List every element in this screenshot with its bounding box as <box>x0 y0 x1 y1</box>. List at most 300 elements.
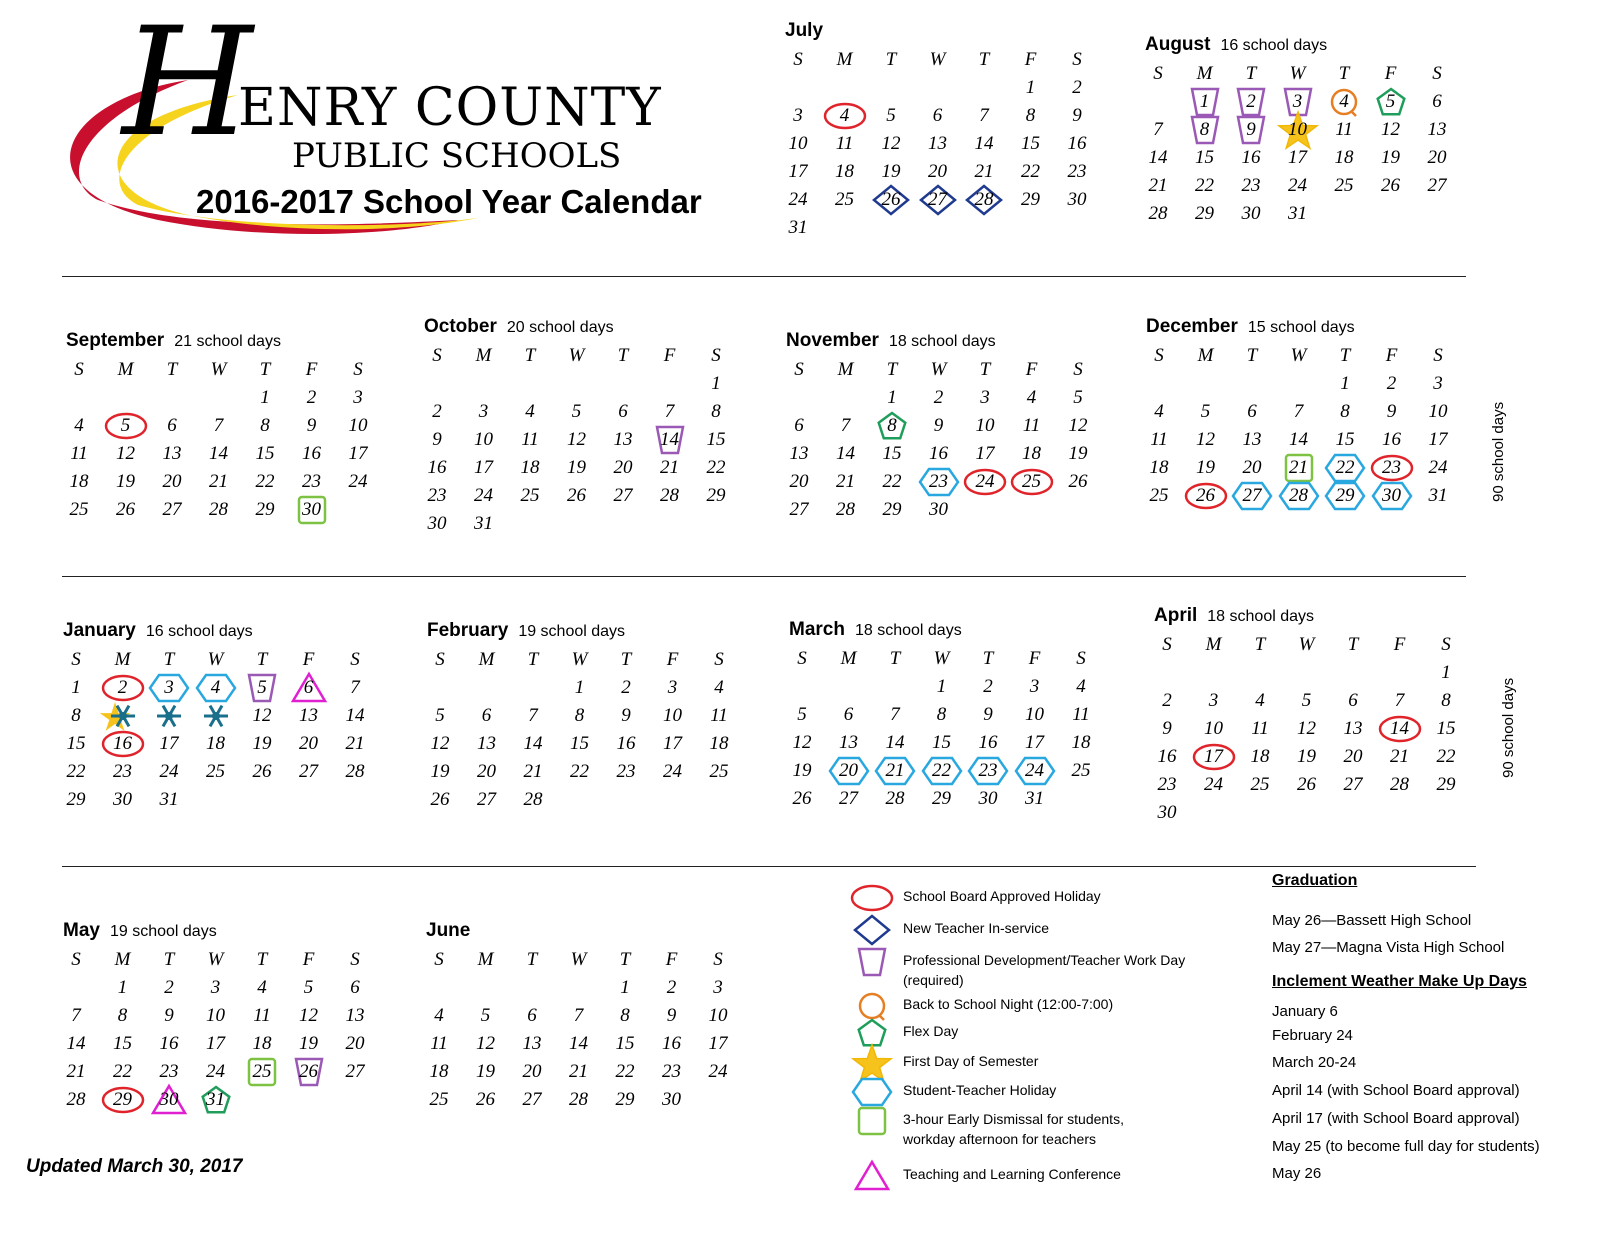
day-number: 23 <box>662 1061 681 1082</box>
weekday-header: W <box>930 359 947 380</box>
school-days-count: 16 school days <box>145 623 253 640</box>
day-cell <box>196 468 242 496</box>
day-cell-holiday <box>822 102 868 130</box>
day-cell <box>1368 116 1414 144</box>
day-cell <box>826 701 872 729</box>
day-number: 20 <box>1427 147 1447 168</box>
day-number: 9 <box>306 415 317 436</box>
day-cell <box>417 786 463 814</box>
day-number: 13 <box>839 732 858 753</box>
day-number: 4 <box>839 105 850 126</box>
weekday-header: T <box>166 359 178 380</box>
month-header <box>1146 316 1355 338</box>
day-number: 11 <box>430 1033 448 1054</box>
day-cell <box>603 758 649 786</box>
day-cell-first-day <box>1275 116 1321 144</box>
day-cell <box>196 440 242 468</box>
day-number: 17 <box>1288 147 1307 168</box>
day-cell <box>1055 468 1101 496</box>
day-number: 23 <box>159 1061 179 1082</box>
day-cell <box>242 412 288 440</box>
day-number: 5 <box>571 401 582 422</box>
day-cell <box>647 482 693 510</box>
day-number: 23 <box>302 471 321 492</box>
weekday-header: F <box>1025 359 1038 380</box>
weekday-header: F <box>1028 648 1041 669</box>
day-cell <box>507 482 553 510</box>
day-cell <box>1009 440 1055 468</box>
day-number: 1 <box>1340 373 1350 394</box>
day-cell <box>1237 771 1283 799</box>
day-number: 10 <box>1428 401 1448 422</box>
day-cell <box>600 426 646 454</box>
day-cell <box>1330 715 1376 743</box>
day-number: 5 <box>1200 401 1211 422</box>
day-cell <box>602 1086 648 1114</box>
day-cell <box>414 398 460 426</box>
day-number: 22 <box>882 471 902 492</box>
day-number: 18 <box>206 733 225 754</box>
day-number: 29 <box>1195 203 1214 224</box>
semester-days-label: 90 school days <box>1500 677 1517 778</box>
day-number: 9 <box>164 1005 174 1026</box>
month-header <box>786 330 996 352</box>
day-cell <box>1229 426 1275 454</box>
day-cell <box>1144 771 1190 799</box>
day-cell-holiday <box>1191 743 1237 771</box>
day-cell <box>650 702 696 730</box>
day-number: 7 <box>573 1005 584 1026</box>
day-number: 1 <box>887 387 897 408</box>
day-number: 23 <box>929 471 948 492</box>
day-number: 19 <box>430 761 450 782</box>
weekday-header: T <box>1338 63 1350 84</box>
day-number: 19 <box>476 1061 495 1082</box>
day-number: 16 <box>427 457 447 478</box>
day-cell <box>1012 729 1058 757</box>
weekday-header: S <box>794 359 804 380</box>
day-cell <box>149 412 195 440</box>
day-number: 1 <box>117 977 128 998</box>
holiday-icon <box>857 886 887 910</box>
day-number: 20 <box>345 1033 365 1054</box>
day-number: 18 <box>1071 732 1091 753</box>
day-cell <box>1008 130 1054 158</box>
weekday-header: S <box>1433 345 1443 366</box>
day-cell <box>1058 757 1104 785</box>
day-number: 2 <box>1162 690 1172 711</box>
day-cell <box>1330 687 1376 715</box>
day-number: 10 <box>474 429 493 450</box>
day-number: 16 <box>978 732 998 753</box>
day-cell-prof-dev <box>1275 88 1321 116</box>
month-name: June <box>426 920 471 941</box>
day-cell <box>146 758 192 786</box>
day-cell <box>1330 771 1376 799</box>
weekday-header: T <box>620 649 632 670</box>
day-number: 23 <box>616 761 636 782</box>
day-cell <box>507 398 553 426</box>
month-name: March <box>789 619 845 640</box>
day-number: 23 <box>1382 457 1401 478</box>
day-number: 22 <box>932 760 951 781</box>
day-cell <box>53 1002 99 1030</box>
makeup-item: May 25 (to become full day for students) <box>1272 1138 1540 1155</box>
day-number: 22 <box>570 761 589 782</box>
day-cell <box>149 468 195 496</box>
day-cell <box>510 758 556 786</box>
day-number: 9 <box>666 1005 677 1026</box>
day-cell <box>100 1058 146 1086</box>
day-cell <box>554 398 600 426</box>
day-number: 2 <box>117 677 128 698</box>
weekday-header: S <box>353 359 363 380</box>
day-cell-snow <box>193 702 239 730</box>
day-number: 27 <box>162 499 182 520</box>
weekday-header: T <box>527 649 539 670</box>
day-number: 26 <box>792 788 812 809</box>
day-number: 25 <box>206 761 225 782</box>
day-cell <box>193 730 239 758</box>
day-number: 13 <box>477 733 496 754</box>
day-number: 17 <box>474 457 493 478</box>
day-cell-early-dismissal <box>289 496 335 524</box>
day-number: 12 <box>881 133 901 154</box>
day-cell <box>242 384 288 412</box>
day-number: 4 <box>1339 91 1349 112</box>
day-cell <box>332 674 378 702</box>
day-cell-holiday <box>962 468 1008 496</box>
day-cell <box>602 1002 648 1030</box>
day-cell-student-teacher-holiday <box>1322 482 1368 510</box>
day-number: 17 <box>663 733 682 754</box>
day-cell <box>1055 412 1101 440</box>
day-cell <box>335 468 381 496</box>
day-cell <box>1423 771 1469 799</box>
day-cell <box>649 974 695 1002</box>
makeup-item: January 6 <box>1272 1003 1338 1020</box>
day-number: 10 <box>708 1005 728 1026</box>
day-number: 21 <box>1148 175 1168 196</box>
day-number: 2 <box>1246 91 1256 112</box>
day-cell <box>1058 673 1104 701</box>
day-number: 21 <box>974 161 994 182</box>
day-number: 22 <box>1195 175 1214 196</box>
day-cell <box>1228 172 1274 200</box>
day-cell <box>146 1030 192 1058</box>
day-number: 15 <box>706 429 726 450</box>
day-cell <box>915 102 961 130</box>
day-number: 13 <box>789 443 809 464</box>
day-number: 27 <box>839 788 858 809</box>
day-cell <box>1284 743 1330 771</box>
day-cell <box>695 974 741 1002</box>
day-number: 10 <box>788 133 808 154</box>
day-number: 15 <box>1195 147 1214 168</box>
day-number: 1 <box>574 677 585 698</box>
day-cell-early-dismissal <box>239 1058 285 1086</box>
day-number: 1 <box>620 977 630 998</box>
weekday-header: M <box>1197 345 1214 366</box>
day-number: 9 <box>1162 718 1172 739</box>
day-cell-student-teacher-holiday <box>1369 482 1415 510</box>
day-cell <box>1191 687 1237 715</box>
day-cell <box>149 440 195 468</box>
month-name: July <box>785 20 824 41</box>
day-number: 22 <box>706 457 726 478</box>
day-number: 9 <box>1246 119 1256 140</box>
day-cell-student-teacher-holiday <box>826 757 872 785</box>
day-number: 7 <box>840 415 851 436</box>
day-cell-student-teacher-holiday <box>919 757 965 785</box>
day-number: 24 <box>474 485 493 506</box>
day-cell-holiday <box>103 412 149 440</box>
day-number: 10 <box>1025 704 1044 725</box>
day-cell <box>414 426 460 454</box>
day-number: 30 <box>1157 802 1177 823</box>
day-cell <box>1377 687 1423 715</box>
month-august <box>1145 34 1475 294</box>
day-cell <box>1012 673 1058 701</box>
day-cell <box>823 440 869 468</box>
day-number: 2 <box>306 387 317 408</box>
weekday-header: T <box>163 949 175 970</box>
day-number: 14 <box>974 133 994 154</box>
day-cell-flex-day <box>193 1086 239 1114</box>
day-number: 28 <box>1148 203 1168 224</box>
month-july <box>785 20 1115 280</box>
day-cell <box>554 426 600 454</box>
weekday-header: M <box>117 359 134 380</box>
day-number: 7 <box>213 415 224 436</box>
month-may <box>63 920 393 1180</box>
month-name: December <box>1146 316 1238 337</box>
day-number: 26 <box>1068 471 1088 492</box>
day-number: 16 <box>616 733 636 754</box>
day-number: 23 <box>1157 774 1177 795</box>
day-cell <box>1423 687 1469 715</box>
graduation-title: Graduation <box>1272 872 1358 889</box>
weekday-header: M <box>836 49 853 70</box>
weekday-header: S <box>711 345 721 366</box>
day-number: 26 <box>430 789 450 810</box>
day-cell <box>509 1086 555 1114</box>
day-cell <box>695 1030 741 1058</box>
day-cell <box>417 730 463 758</box>
day-number: 11 <box>1251 718 1269 739</box>
day-cell <box>554 482 600 510</box>
day-number: 1 <box>936 676 947 697</box>
day-cell <box>193 1030 239 1058</box>
day-number: 14 <box>523 733 543 754</box>
day-number: 20 <box>1343 746 1363 767</box>
day-number: 25 <box>520 485 540 506</box>
day-number: 1 <box>1441 662 1451 683</box>
day-cell <box>557 702 603 730</box>
day-cell <box>1423 659 1469 687</box>
weekday-header: W <box>571 649 588 670</box>
day-cell <box>650 730 696 758</box>
day-number: 28 <box>523 789 543 810</box>
day-cell <box>1144 687 1190 715</box>
day-number: 8 <box>260 415 270 436</box>
weekday-header: T <box>524 345 536 366</box>
day-number: 8 <box>574 705 585 726</box>
day-number: 23 <box>1241 175 1261 196</box>
weekday-header: S <box>74 359 84 380</box>
day-cell <box>1415 370 1461 398</box>
day-number: 6 <box>481 705 492 726</box>
day-cell <box>961 130 1007 158</box>
day-cell <box>1228 200 1274 228</box>
day-cell <box>649 1058 695 1086</box>
day-number: 13 <box>299 705 318 726</box>
day-number: 20 <box>162 471 182 492</box>
day-cell <box>915 158 961 186</box>
day-cell <box>289 440 335 468</box>
day-cell <box>1136 426 1182 454</box>
day-number: 24 <box>348 471 368 492</box>
day-cell <box>286 1002 332 1030</box>
day-cell <box>1415 454 1461 482</box>
day-cell <box>416 1030 462 1058</box>
day-number: 7 <box>528 705 538 726</box>
semester-days-label: 90 school days <box>1490 401 1507 502</box>
day-number: 5 <box>480 1005 491 1026</box>
day-number: 25 <box>835 189 854 210</box>
day-cell <box>53 758 99 786</box>
day-number: 5 <box>797 704 807 725</box>
day-cell <box>1183 398 1229 426</box>
weekday-header: T <box>1347 634 1359 655</box>
weekday-header: S <box>71 949 81 970</box>
day-cell <box>53 1030 99 1058</box>
day-number: 16 <box>302 443 321 464</box>
day-cell <box>869 384 915 412</box>
day-cell <box>603 702 649 730</box>
day-number: 17 <box>975 443 995 464</box>
day-number: 12 <box>1297 718 1316 739</box>
day-cell <box>510 786 556 814</box>
weekday-header: M <box>114 649 131 670</box>
day-number: 22 <box>1335 457 1355 478</box>
weekday-header: T <box>1254 634 1266 655</box>
day-number: 9 <box>621 705 631 726</box>
day-number: 24 <box>663 761 682 782</box>
day-cell-student-teacher-holiday <box>916 468 962 496</box>
graduation-item: May 27—Magna Vista High School <box>1272 939 1505 956</box>
day-number: 12 <box>1196 429 1215 450</box>
day-cell <box>286 730 332 758</box>
day-number: 30 <box>929 499 948 520</box>
day-number: 2 <box>1072 77 1082 98</box>
day-cell <box>242 496 288 524</box>
school-days-count: 19 school days <box>518 623 626 640</box>
day-number: 30 <box>427 513 447 534</box>
day-number: 17 <box>159 733 179 754</box>
day-cell <box>56 440 102 468</box>
day-cell <box>602 974 648 1002</box>
weekday-header: F <box>1384 63 1397 84</box>
day-cell-new-teacher <box>961 186 1007 214</box>
day-cell <box>1054 74 1100 102</box>
day-cell <box>1237 715 1283 743</box>
day-number: 30 <box>113 789 132 810</box>
day-cell <box>965 729 1011 757</box>
day-number: 20 <box>613 457 633 478</box>
day-cell <box>1182 144 1228 172</box>
day-cell <box>53 1086 99 1114</box>
day-number: 11 <box>253 1005 271 1026</box>
day-number: 16 <box>929 443 948 464</box>
prof-dev-icon <box>857 950 887 974</box>
day-number: 2 <box>164 977 174 998</box>
weekday-header: S <box>1153 63 1163 84</box>
day-number: 16 <box>1241 147 1261 168</box>
day-number: 18 <box>709 733 729 754</box>
day-number: 3 <box>793 105 803 126</box>
day-cell <box>239 702 285 730</box>
day-cell <box>416 1086 462 1114</box>
day-number: 16 <box>113 733 132 754</box>
day-number: 26 <box>567 485 586 506</box>
weekday-header: M <box>1205 634 1222 655</box>
day-cell <box>1415 398 1461 426</box>
day-number: 21 <box>1289 457 1308 478</box>
weekday-header: S <box>797 648 807 669</box>
day-number: 31 <box>1428 485 1448 506</box>
day-cell <box>869 440 915 468</box>
day-cell <box>1322 426 1368 454</box>
day-number: 13 <box>522 1033 542 1054</box>
day-cell <box>286 1030 332 1058</box>
day-number: 12 <box>1381 119 1400 140</box>
day-number: 24 <box>1204 774 1223 795</box>
day-number: 27 <box>1242 485 1262 506</box>
day-cell <box>696 730 742 758</box>
weekday-header: S <box>713 949 723 970</box>
day-number: 15 <box>1335 429 1355 450</box>
day-cell <box>507 454 553 482</box>
weekday-header: S <box>435 649 445 670</box>
month-name: January <box>63 620 136 641</box>
weekday-header: F <box>1393 634 1406 655</box>
day-number: 3 <box>980 387 990 408</box>
day-number: 15 <box>932 732 951 753</box>
day-number: 14 <box>885 732 905 753</box>
day-number: 19 <box>567 457 586 478</box>
day-number: 13 <box>162 443 182 464</box>
month-november <box>786 330 1116 590</box>
weekday-header: M <box>1196 63 1213 84</box>
day-cell <box>193 1002 239 1030</box>
month-name: February <box>427 620 509 641</box>
day-cell <box>1322 370 1368 398</box>
day-number: 27 <box>345 1061 365 1082</box>
day-cell <box>1135 172 1181 200</box>
day-cell <box>463 1002 509 1030</box>
day-cell <box>872 701 918 729</box>
day-number: 28 <box>1289 485 1308 506</box>
legend-label-continued: workday afternoon for teachers <box>903 1131 1096 1147</box>
day-cell <box>1369 426 1415 454</box>
day-number: 2 <box>933 387 944 408</box>
day-number: 11 <box>70 443 88 464</box>
weekday-header: T <box>617 345 629 366</box>
day-cell <box>416 1002 462 1030</box>
day-cell <box>509 1002 555 1030</box>
day-cell <box>289 384 335 412</box>
